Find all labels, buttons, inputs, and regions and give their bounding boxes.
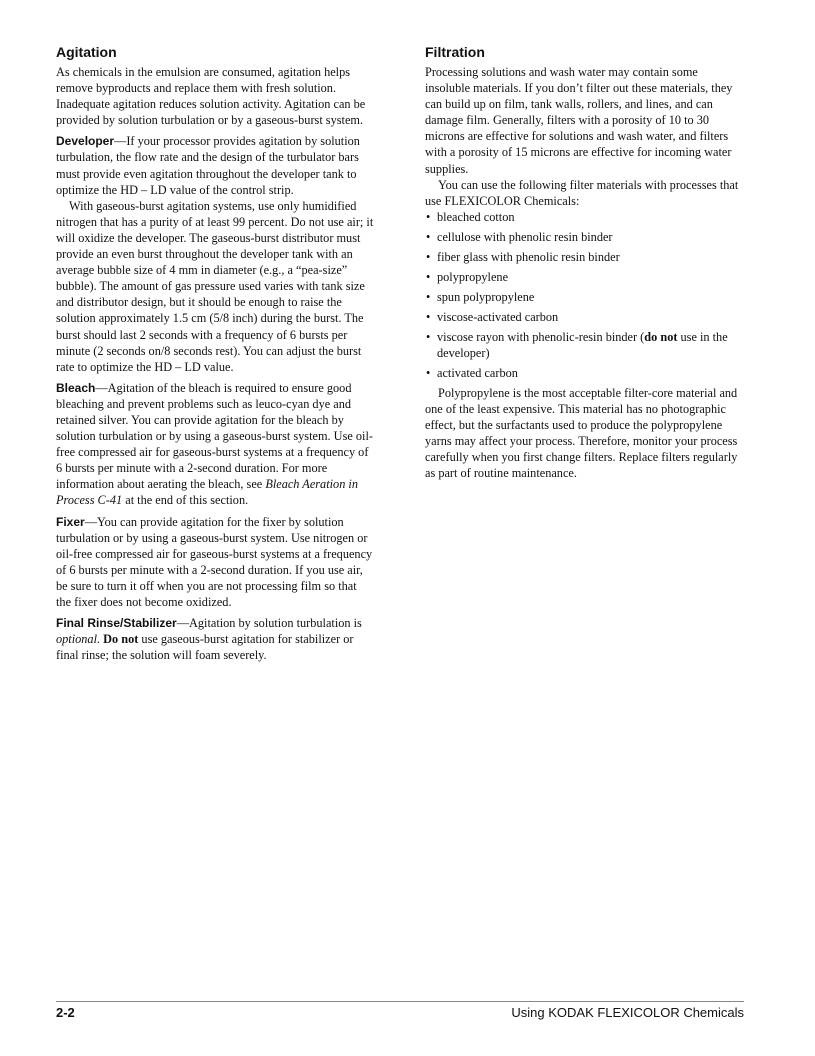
list-item: • cellulose with phenolic resin binder	[425, 229, 743, 245]
developer-paragraph	[56, 133, 374, 197]
left-column	[56, 44, 374, 663]
bleach-aeration-reference: Bleach Aeration in Process C-41	[56, 477, 358, 508]
bleach-text-tail: at the end of this section.	[122, 493, 249, 508]
fixer-text: —You can provide agitation for the fixer by solution turbulation or by using a gaseous-burst system. Use nitrogen or oil-free compressed air for gaseous-burst systems at a frequency of 6 bursts per minute with a 2-second duration. If you use air, be sure to turn it off when you are not processing film so that the fixer does not become oxidized.	[56, 514, 373, 609]
fixer-paragraph	[56, 514, 374, 611]
right-column	[425, 44, 743, 481]
final-rinse-label: Final Rinse/Stabilizer	[56, 616, 177, 631]
list-item: • viscose rayon with phenolic-resin binder (do not use in the developer)	[425, 329, 743, 361]
final-rinse-text: —Agitation by solution turbulation is	[176, 616, 362, 631]
filter-materials-list	[425, 209, 743, 381]
footer-title: Using KODAK FLEXICOLOR Chemicals	[511, 1005, 744, 1020]
list-item: • viscose-activated carbon	[425, 309, 743, 325]
developer-gaseous-paragraph: With gaseous-burst agitation systems, use only humidified nitrogen that has a purity of at least 99 percent. Do not use air; it will oxidize the developer. The gaseous-burst distributor must provide an even burst throughout the developer tank with an average bubble size of 4 mm in diameter (e.g., a “pea-size” bubble). The amount of gas pressure used varies with tank size and distributor design, but it should be enough to raise the solution approximately 1.5 cm (5/8 inch) during the burst. The burst should last 2 seconds with a frequency of 6 bursts per minute (2 seconds on/8 seconds rest). You can adjust the burst rate to optimize the HD – LD value.	[56, 198, 374, 374]
list-item: • activated carbon	[425, 365, 743, 381]
agitation-heading: Agitation	[56, 44, 117, 60]
footer-divider	[56, 1001, 744, 1002]
developer-text: —If your processor provides agitation by solution turbulation, the flow rate and the design of the turbulator bars must provide even agitation throughout the developer tank to optimize the HD – LD value of the control strip.	[56, 134, 360, 197]
bleach-paragraph	[56, 380, 374, 509]
developer-label: Developer	[56, 134, 115, 149]
optional-text: optional.	[56, 632, 101, 647]
list-item: • spun polypropylene	[425, 289, 743, 305]
list-item: • bleached cotton	[425, 209, 743, 225]
list-item: • fiber glass with phenolic resin binder	[425, 249, 743, 265]
filter-list-intro: You can use the following filter materials with processes that use FLEXICOLOR Chemicals:	[425, 177, 739, 208]
list-item: • polypropylene	[425, 269, 743, 285]
final-rinse-text-tail: use gaseous-burst agitation for stabilizer or final rinse; the solution will foam severely.	[56, 632, 354, 663]
filtration-heading: Filtration	[425, 44, 485, 60]
agitation-intro: As chemicals in the emulsion are consumed, agitation helps remove byproducts and replace them with fresh solution. Inadequate agitation reduces solution activity. Agitation can be provided by solution turbulation or by a gaseous-burst system.	[56, 65, 366, 128]
final-rinse-paragraph	[56, 615, 374, 663]
fixer-label: Fixer	[56, 514, 85, 529]
polypropylene-paragraph: Polypropylene is the most acceptable filter-core material and one of the least expensive. This material has no photographic effect, but the surfactants used to produce the polypropylene yarns may affect your process. Therefore, monitor your process carefully when you first change filters. Replace filters regularly as part of routine maintenance.	[425, 385, 738, 481]
bleach-label: Bleach	[56, 380, 96, 395]
bleach-text: —Agitation of the bleach is required to ensure good bleaching and prevent problems such as leuco-cyan dye and retained silver. You can provide agitation for the bleach by solution turbulation or by using a gaseous-burst system. Use oil-free compressed air for gaseous-burst systems at a frequency of 6 bursts per minute with a 2-second duration. For more information about aerating the bleach, see	[56, 380, 373, 492]
do-not-text: do not	[644, 329, 678, 344]
do-not-text: Do not	[103, 632, 139, 647]
page-number: 2-2	[56, 1005, 75, 1020]
filtration-intro: Processing solutions and wash water may contain some insoluble materials. If you don’t filter out these materials, they can build up on film, tank walls, rollers, and lines, and can damage film. Generally, filters with a porosity of 10 to 30 microns are effective for solutions and wash water, and filters with a porosity of 15 microns are effective for incoming water supplies.	[425, 65, 733, 176]
